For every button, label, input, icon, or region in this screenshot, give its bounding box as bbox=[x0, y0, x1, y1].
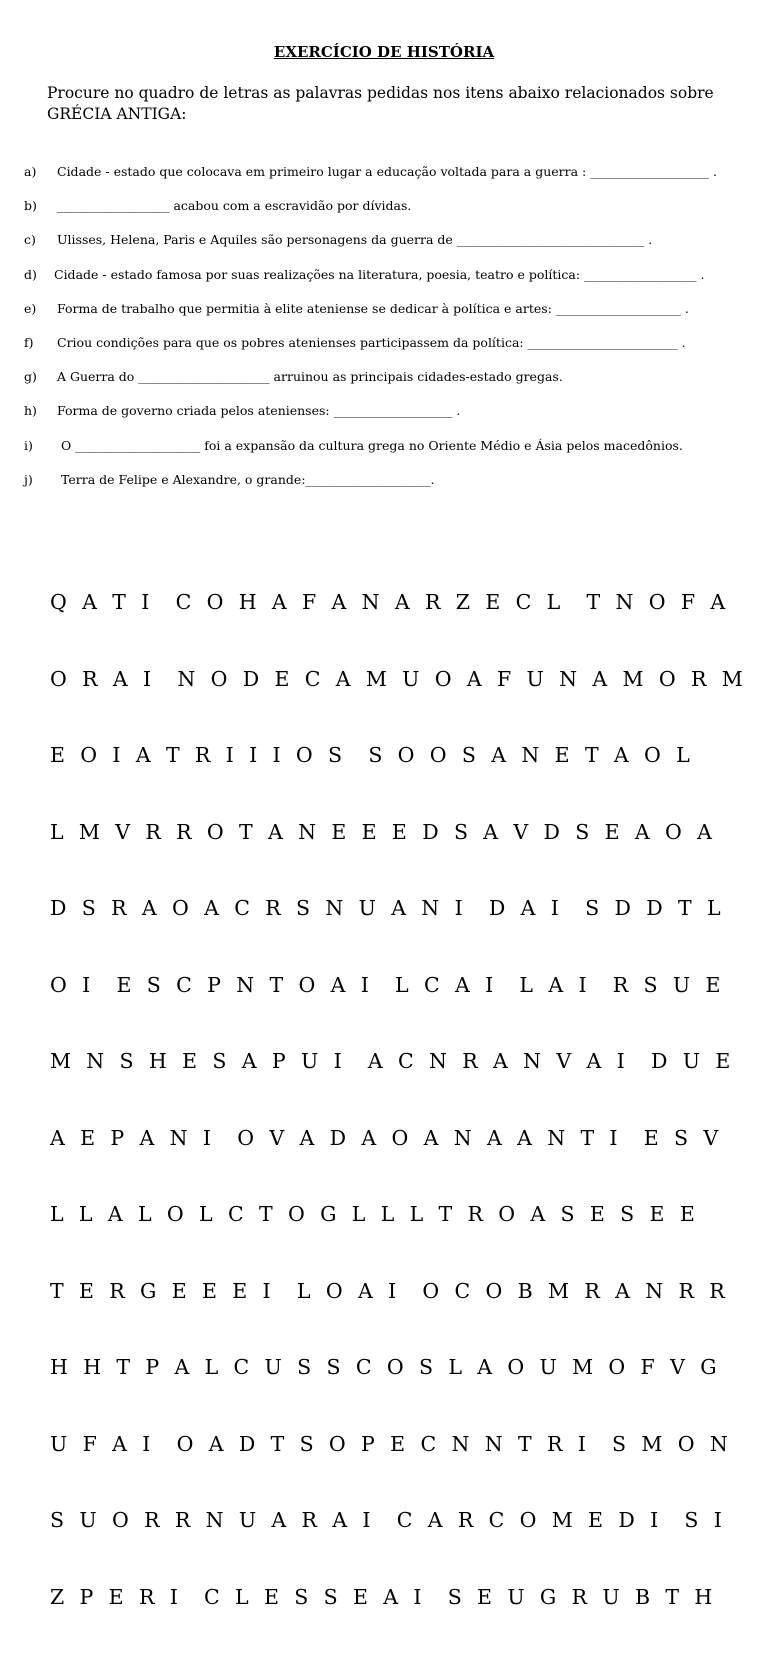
question-text: Forma de governo criada pelos atenienses: ___________________ . bbox=[57, 403, 461, 419]
question-item bbox=[24, 334, 754, 368]
question-text: A Guerra do _____________________ arruinou as principais cidades-estado gregas. bbox=[57, 369, 563, 385]
question-text: Terra de Felipe e Alexandre, o grande:____________________. bbox=[61, 471, 435, 487]
grid-row: L L A L O L C T O G L L L T R O A S E S E E bbox=[50, 1202, 700, 1226]
question-text: Cidade - estado famosa por suas realizações na literatura, poesia, teatro e política: __________________ . bbox=[54, 266, 705, 282]
question-letter: b) bbox=[24, 198, 37, 214]
grid-row: H H T P A L C U S S C O S L A O U M O F V G bbox=[50, 1355, 721, 1379]
question-item bbox=[24, 163, 754, 197]
instructions: Procure no quadro de letras as palavras pedidas nos itens abaixo relacionados sobre GRÉCIA ANTIGA: bbox=[47, 84, 714, 123]
grid-row: Q A T I C O H A F A N A R Z E C L T N O F A bbox=[50, 590, 730, 614]
word-search-grid bbox=[50, 539, 747, 1661]
grid-row: O R A I N O D E C A M U O A F U N A M O R M bbox=[50, 666, 748, 691]
question-letter: g) bbox=[24, 369, 37, 385]
question-list bbox=[24, 163, 754, 505]
grid-row: Z P E R I C L E S S E A I S E U G R U B T H bbox=[50, 1584, 717, 1609]
grid-row: O I E S C P N T O A I L C A I L A I R S U E bbox=[50, 972, 725, 997]
question-text: Cidade - estado que colocava em primeiro lugar a educação voltada para a guerra : ___________________ . bbox=[57, 164, 717, 179]
question-letter: d) bbox=[24, 266, 37, 282]
question-letter: a) bbox=[24, 164, 37, 179]
grid-row: T E R G E E E I L O A I O C O B M R A N R R bbox=[50, 1278, 730, 1303]
question-text: Ulisses, Helena, Paris e Aquiles são personagens da guerra de ______________________________ . bbox=[57, 232, 653, 248]
question-text: O ____________________ foi a expansão da cultura grega no Oriente Médio e Ásia pelos macedônios. bbox=[61, 437, 683, 453]
question-item bbox=[24, 197, 754, 231]
grid-row: U F A I O A D T S O P E C N N T R I S M O N bbox=[50, 1431, 733, 1456]
grid-row: L M V R R O T A N E E E D S A V D S E A O A bbox=[50, 819, 717, 844]
question-item bbox=[24, 300, 754, 334]
question-letter: e) bbox=[24, 300, 37, 316]
page-title: EXERCÍCIO DE HISTÓRIA bbox=[273, 43, 495, 61]
question-letter: f) bbox=[24, 334, 34, 350]
question-text: __________________ acabou com a escravidão por dívidas. bbox=[57, 198, 412, 214]
question-letter: c) bbox=[24, 232, 36, 248]
grid-row: E O I A T R I I I O S S O O S A N E T A O L bbox=[50, 743, 695, 767]
question-letter: i) bbox=[24, 437, 33, 453]
question-item bbox=[24, 231, 754, 265]
question-item bbox=[24, 368, 754, 402]
grid-row: A E P A N I O V A D A O A N A A N T I E S V bbox=[50, 1125, 723, 1150]
question-item bbox=[24, 402, 754, 436]
question-item bbox=[24, 437, 754, 471]
question-text: Forma de trabalho que permitia à elite ateniense se dedicar à política e artes: ____________________ . bbox=[57, 300, 689, 316]
question-letter: h) bbox=[24, 403, 37, 419]
question-text: Criou condições para que os pobres atenienses participassem da política: ________________________ . bbox=[57, 334, 686, 350]
grid-row: D S R A O A C R S N U A N I D A I S D D T L bbox=[50, 896, 725, 920]
question-item bbox=[24, 471, 754, 505]
question-item bbox=[24, 266, 754, 300]
grid-row: S U O R R N U A R A I C A R C O M E D I S I bbox=[50, 1508, 727, 1532]
question-letter: j) bbox=[24, 471, 33, 487]
grid-row: M N S H E S A P U I A C N R A N V A I D U E bbox=[50, 1049, 735, 1073]
